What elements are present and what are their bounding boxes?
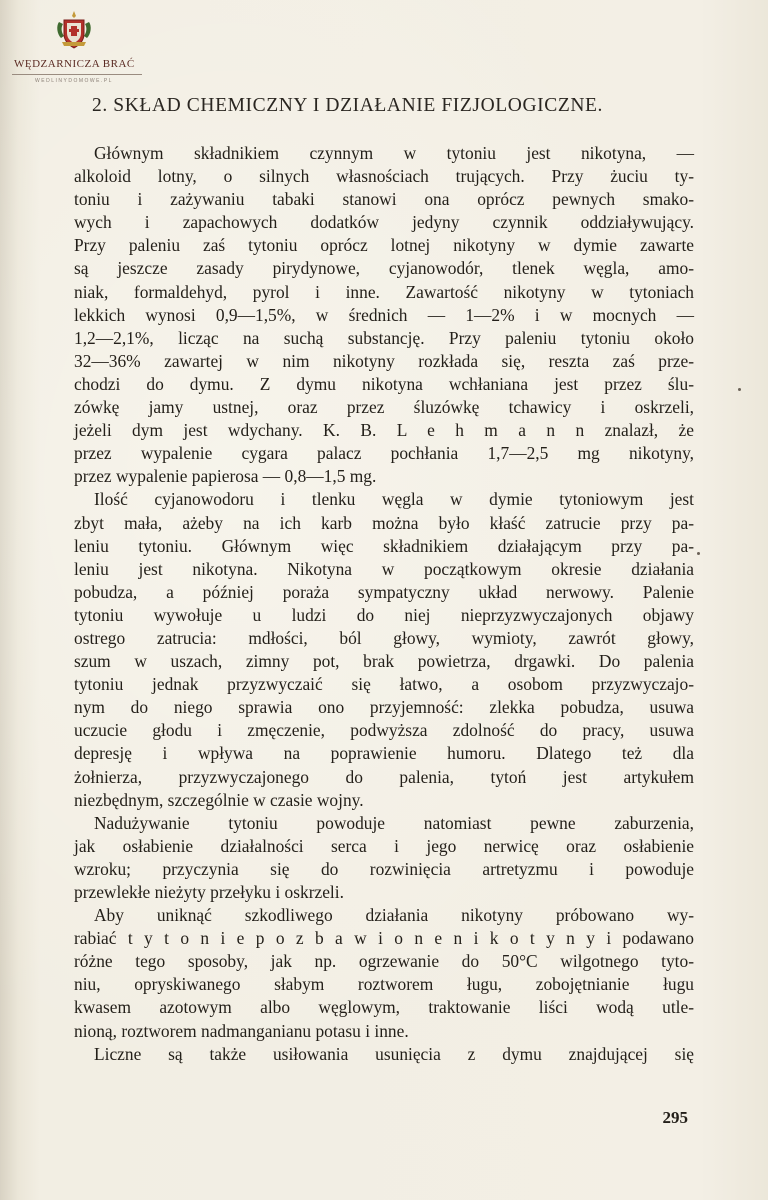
text-line: przewlekłe nieżyty przełyku i oskrzeli. (74, 882, 344, 902)
text-line: przez wypalenie cygara palacz pochłania 1,7—2,5 mg nikotyny, (74, 443, 694, 464)
text-line: ostrego zatrucia: mdłości, ból głowy, wymioty, zawrót głowy, (74, 627, 694, 648)
text-line: zbyt mała, ażeby na ich karb można było kłaść zatrucie przy pa- (74, 512, 694, 533)
text-line: alkoloid lotny, o silnych własnościach trujących. Przy żuciu ty- (74, 166, 694, 187)
text-line: jak osłabienie działalności serca i jego nerwicę oraz osłabienie (74, 835, 694, 856)
text-line: pobudza, a później poraża sympatyczny układ nerwowy. Palenie (74, 581, 694, 602)
text-line: są jeszcze zasady pirydynowe, cyjanowodór, tlenek węgla, amo- (74, 258, 694, 279)
text-line: Liczne są także usiłowania usunięcia z dymu znajdującej się (94, 1043, 694, 1064)
text-line: niu, opryskiwanego słabym roztworem ługu, zobojętnianie ługu (74, 974, 694, 995)
text-line: Przy paleniu zaś tytoniu oprócz lotnej nikotyny w dymie zawarte (74, 235, 694, 256)
text-line: kwasem azotowym albo węglowym, traktowanie liści wodą utle- (74, 997, 694, 1018)
brand-name: WĘDZARNICZA BRAĆ (14, 58, 135, 70)
text-line: niezbędnym, szczególnie w czasie wojny. (74, 789, 364, 810)
text-line: żołnierza, przyzwyczajonego do palenia, tytoń jest artykułem (74, 766, 694, 787)
section-heading: 2. SKŁAD CHEMICZNY I DZIAŁANIE FIZJOLOGICZNE. (92, 95, 604, 116)
text-line: Aby uniknąć szkodliwego działania nikotyny próbowano wy- (94, 905, 694, 926)
text-line: nym do niego sprawia ono przyjemność: zlekka pobudza, usuwa (74, 697, 694, 718)
text-line: leniu tytoniu. Głównym więc składnikiem działającym przy pa- (74, 535, 694, 556)
text-line: przez wypalenie papierosa — 0,8—1,5 mg. (74, 466, 377, 487)
text-line: 32—36% zawartej w nim nikotyny rozkłada się, reszta zaś prze- (74, 350, 694, 371)
body-text (74, 142, 694, 1066)
text-line: uczucie głodu i zmęczenie, podwyższa zdolność do pracy, usuwa (74, 720, 694, 741)
text-line: jeżeli dym jest wdychany. K. B. L e h m a n n znalazł, że (74, 420, 694, 441)
speck-mark (697, 552, 700, 555)
text-line: nioną, roztworem nadmanganianu potasu i inne. (74, 1020, 409, 1041)
text-line: Ilość cyjanowodoru i tlenku węgla w dymie tytoniowym jest (94, 489, 694, 510)
brand-url: WEDLINYDOMOWE.PL (35, 78, 113, 84)
text-line: rabiać t y t o n i e p o z b a w i o n e n i k o t y n y i podawano (74, 928, 694, 949)
text-line: niak, formaldehyd, pyrol i inne. Zawartość nikotyny w tytoniach (74, 281, 694, 302)
text-line: wych i zapachowych dodatków jedyny czynnik oddziaływujący. (74, 212, 694, 233)
text-line: tytoniu wywołuje u ludzi do niej nieprzyzwyczajonych objawy (74, 604, 694, 625)
text-line: szum w uszach, zimny pot, brak powietrza, drgawki. Do palenia (74, 651, 694, 672)
text-line: lekkich wynosi 0,9—1,5%, w średnich — 1—2% i w mocnych — (74, 304, 694, 325)
text-line: różne tego sposoby, jak np. ogrzewanie do 50°C wilgotnego tyto- (74, 951, 694, 972)
crest-icon (54, 10, 94, 52)
text-line: leniu jest nikotyna. Nikotyna w początkowym okresie działania (74, 558, 694, 579)
text-line: toniu i zażywaniu tabaki stanowi ona oprócz pewnych smako- (74, 189, 694, 210)
text-line: Głównym składnikiem czynnym w tytoniu jest nikotyna, — (94, 143, 694, 163)
text-line: Nadużywanie tytoniu powoduje natomiast pewne zaburzenia, (94, 812, 694, 833)
text-line: wzroku; przyczynia się do rozwinięcia artretyzmu i powoduje (74, 858, 694, 879)
text-line: tytoniu jednak przyzwyczaić się łatwo, a osobom przyzwyczajo- (74, 674, 694, 695)
text-line: zówkę jamy ustnej, oraz przez śluzówkę tchawicy i oskrzeli, (74, 397, 694, 418)
site-branding[interactable] (14, 10, 134, 84)
page-number: 295 (662, 1108, 688, 1127)
text-line: 1,2—2,1%, licząc na suchą substancję. Przy paleniu tytoniu około (74, 327, 694, 348)
text-line: depresję i wpływa na poprawienie humoru. Dlatego też dla (74, 743, 694, 764)
text-line: chodzi do dymu. Z dymu nikotyna wchłaniana jest przez ślu- (74, 373, 694, 394)
brand-divider (12, 74, 142, 75)
speck-mark (738, 388, 741, 391)
